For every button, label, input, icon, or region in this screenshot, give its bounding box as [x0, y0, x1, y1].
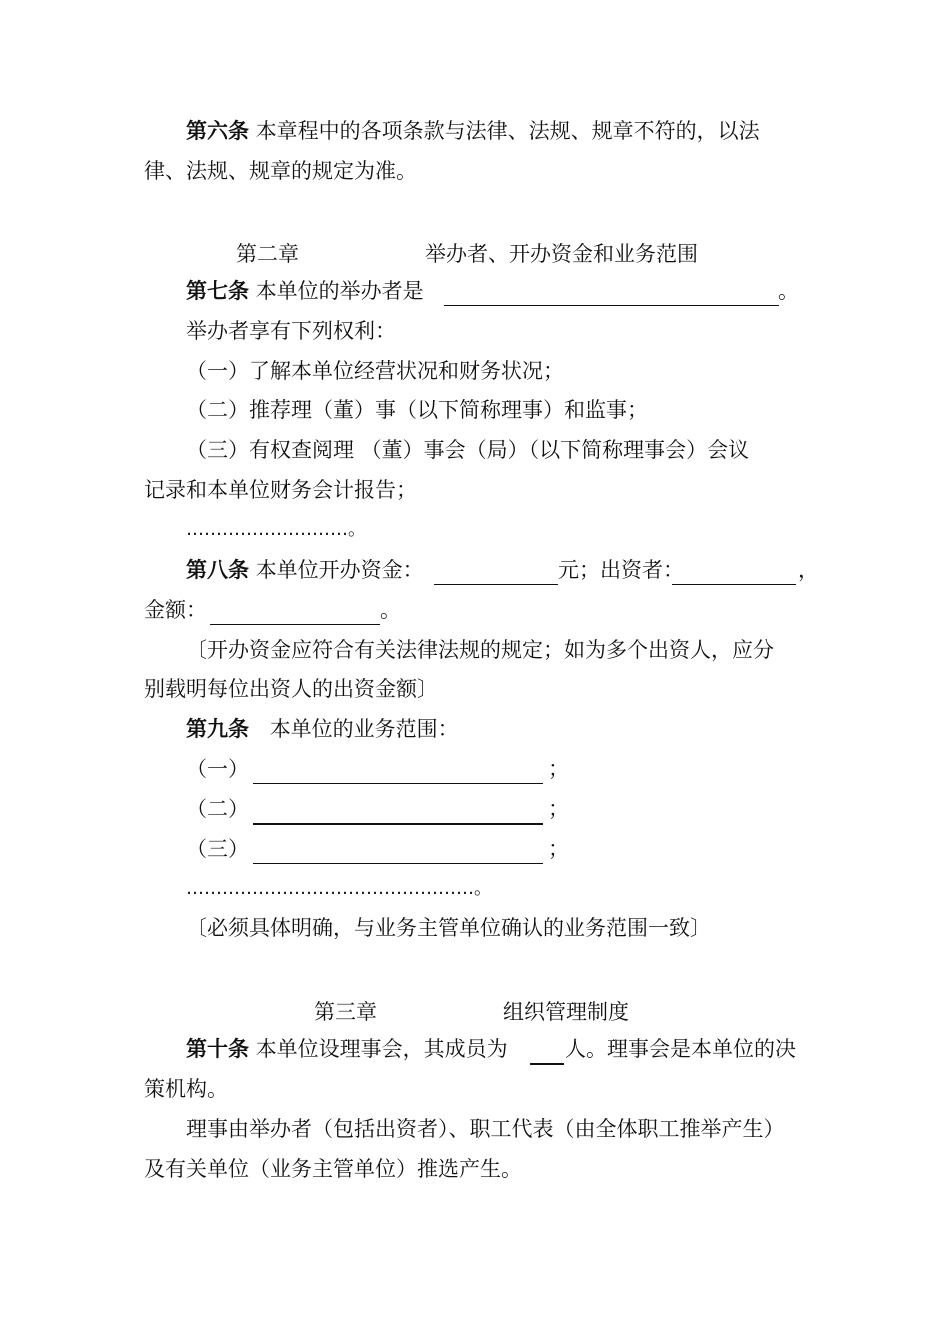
capital-amount-blank[interactable] — [434, 562, 558, 585]
chapter-2-number: 第二章 — [236, 242, 299, 266]
scope-item-1-label: （一） — [186, 757, 249, 781]
article-10-text-2: 人。理事会是本单位的决 — [565, 1037, 796, 1061]
rights-intro: 举办者享有下列权利： — [186, 319, 396, 343]
chapter-3-title: 组织管理制度 — [503, 1000, 629, 1024]
right-item-2: （二）推荐理（董）事（以下简称理事）和监事； — [186, 398, 648, 422]
article-8-label: 第八条 — [186, 558, 249, 582]
article-8-text: 本单位开办资金： — [255, 558, 424, 582]
scope-item-3-blank[interactable] — [253, 841, 543, 864]
scope-item-2-blank[interactable] — [253, 801, 543, 825]
article-7-line — [186, 277, 424, 305]
yuan-investor-label: 元；出资者： — [558, 558, 684, 582]
scope-item-2-label: （二） — [186, 797, 249, 821]
member-count-blank[interactable] — [530, 1041, 564, 1065]
article-9-text: 本单位的业务范围： — [269, 717, 459, 741]
right-item-3-line-2: 记录和本单位财务会计报告； — [144, 478, 417, 502]
article-7-label: 第七条 — [186, 279, 249, 303]
scope-item-1-blank[interactable] — [253, 761, 543, 784]
organizer-blank[interactable] — [444, 283, 779, 306]
right-item-3-line-1: （三）有权查阅理 （董）事会（局）（以下简称理事会）会议 — [186, 438, 750, 462]
investment-amount-blank[interactable] — [210, 602, 380, 625]
scope-note: 〔必须具体明确，与业务主管单位确认的业务范围一致〕 — [186, 916, 711, 940]
investor-blank[interactable] — [672, 562, 796, 585]
article-6-text: 本章程中的各项条款与法律、法规、规章不符的，以法 — [255, 119, 760, 143]
director-source-line-2: 及有关单位（业务主管单位）推选产生。 — [144, 1157, 522, 1181]
article-8-period: 。 — [380, 598, 401, 622]
article-8-comma: ， — [798, 558, 819, 582]
chapter-3-number: 第三章 — [314, 1000, 377, 1024]
chapter-2-title: 举办者、开办资金和业务范围 — [425, 242, 698, 266]
article-7-period: 。 — [778, 279, 799, 303]
article-6-line-2: 律、法规、规章的规定为准。 — [144, 159, 417, 183]
capital-note-line-1: 〔开办资金应符合有关法律法规的规定；如为多个出资人，应分 — [186, 638, 774, 662]
article-8-line — [186, 556, 424, 584]
director-source-line-1: 理事由举办者（包括出资者）、职工代表（由全体职工推举产生） — [186, 1117, 785, 1141]
article-6-label: 第六条 — [186, 119, 249, 143]
article-10-line — [186, 1035, 508, 1063]
scope-item-3-label: （三） — [186, 837, 249, 861]
article-9-label: 第九条 — [186, 717, 249, 741]
scope-item-2-semicolon: ； — [548, 797, 569, 821]
article-10-text-3: 策机构。 — [144, 1077, 228, 1101]
capital-note-line-2: 别载明每位出资人的出资金额〕 — [144, 677, 438, 701]
scope-ellipsis: …………………………………………。 — [186, 878, 492, 899]
scope-item-1-semicolon: ； — [548, 757, 569, 781]
article-10-label: 第十条 — [186, 1037, 249, 1061]
article-9-line — [186, 715, 459, 743]
rights-ellipsis: ………………………。 — [186, 519, 366, 540]
right-item-1: （一）了解本单位经营状况和财务状况； — [186, 359, 564, 383]
article-6-line-1 — [186, 117, 760, 145]
article-10-text: 本单位设理事会，其成员为 — [255, 1037, 508, 1061]
scope-item-3-semicolon: ； — [548, 837, 569, 861]
article-7-text: 本单位的举办者是 — [255, 279, 424, 303]
amount-label: 金额： — [144, 598, 207, 622]
